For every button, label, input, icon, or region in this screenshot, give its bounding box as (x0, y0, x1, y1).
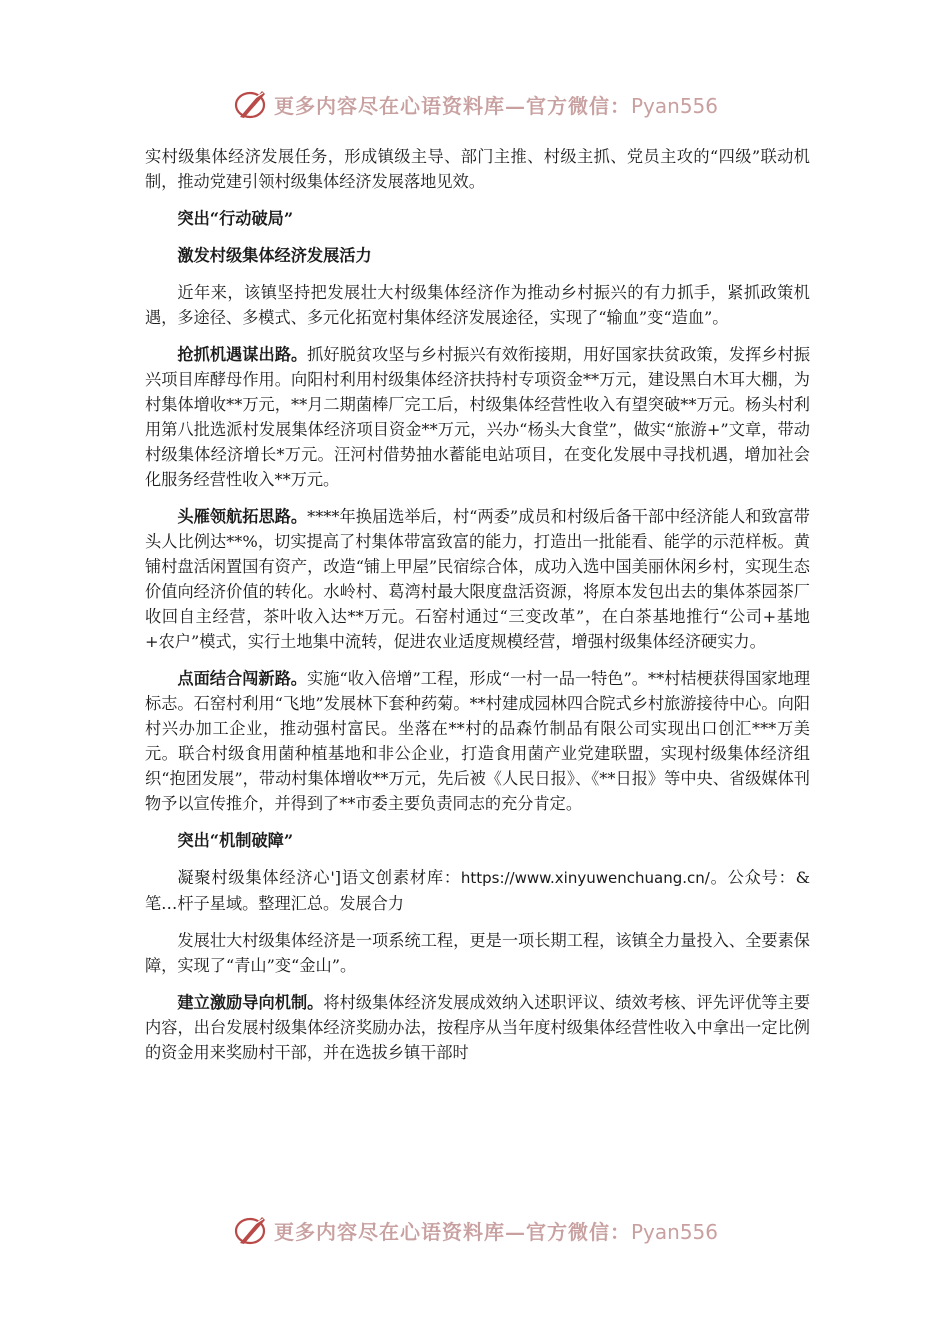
paragraph-lead: 建立激励导向机制。 (177, 993, 324, 1012)
footer-banner (0, 1210, 950, 1250)
website-link[interactable]: https://www.xinyuwenchuang.cn/ (460, 869, 710, 887)
section-subheading: 激发村级集体经济发展活力 (177, 246, 372, 265)
paragraph-lead: 头雁领航拓思路。 (177, 507, 308, 526)
paragraph: 近年来，该镇坚持把发展壮大村级集体经济作为推动乡村振兴的有力抓手，紧抓政策机遇，多途径、多模式、多元化拓宽村集体经济发展途径，实现了“输血”变“造血”。 (145, 283, 810, 327)
quill-logo-icon (232, 87, 270, 121)
document-body (145, 144, 810, 1077)
paragraph: 点面结合闯新路。实施“收入倍增”工程，形成“一村一品一特色”。**村桔梗获得国家地理标志。石窑村利用“飞地”发展林下套种药菊。**村建成园林四合院式乡村旅游接待中心。向阳村兴办加工企业，推动强村富民。坐落在**村的品森竹制品有限公司实现出口创汇***万美元。联合村级食用菌种植基地和非公企业，打造食用菌产业党建联盟，实现村级集体经济组织“抱团发展”，带动村集体增收**万元，先后被《人民日报》、《**日报》等中央、省级媒体刊物予以宣传推介，并得到了**市委主要负责同志的充分肯定。 (145, 669, 811, 813)
paragraph: 抢抓机遇谋出路。抓好脱贫攻坚与乡村振兴有效衔接期，用好国家扶贫政策，发挥乡村振兴项目库酵母作用。向阳村利用村级集体经济扶持村专项资金**万元，建设黑白木耳大棚，为村集体增收**万元，**月二期菌棒厂完工后，村级集体经营性收入有望突破**万元。杨头村利用第八批选派村发展集体经济项目资金**万元，兴办“杨头大食堂”，做实“旅游+”文章，带动村级集体经济增长*万元。汪河村借势抽水蓄能电站项目，在变化发展中寻找机遇，增加社会化服务经营性收入**万元。 (145, 345, 811, 489)
section-heading: 突出“行动破局” (177, 209, 294, 228)
footer-banner-text: 更多内容尽在心语资料库—官方微信：Pyan556 (273, 1219, 718, 1244)
paragraph: 凝聚村级集体经济心']语文创素材库：https://www.xinyuwenchuang.cn/。公众号：&笔…杆子星域。整理汇总。发展合力 (145, 868, 810, 913)
header-banner (0, 84, 950, 124)
paragraph-lead: 点面结合闯新路。 (177, 669, 308, 688)
section-heading: 突出“机制破障” (177, 831, 294, 850)
paragraph: 头雁领航拓思路。****年换届选举后，村“两委”成员和村级后备干部中经济能人和致富带头人比例达**%，切实提高了村集体带富致富的能力，打造出一批能看、能学的示范样板。黄铺村盘活闲置国有资产，改造“铺上甲屋”民宿综合体，成功入选中国美丽休闲乡村，实现生态价值向经济价值的转化。水岭村、葛湾村最大限度盘活资源，将原本发包出去的集体茶园茶厂收回自主经营，茶叶收入达**万元。石窑村通过“三变改革”，在白茶基地推行“公司+基地+农户”模式，实行土地集中流转，促进农业适度规模经营，增强村级集体经济硬实力。 (145, 507, 810, 651)
paragraph: 实村级集体经济发展任务，形成镇级主导、部门主推、村级主抓、党员主攻的“四级”联动机制，推动党建引领村级集体经济发展落地见效。 (145, 147, 810, 191)
header-banner-text: 更多内容尽在心语资料库—官方微信：Pyan556 (273, 93, 718, 118)
paragraph-lead: 抢抓机遇谋出路。 (177, 345, 308, 364)
paragraph: 发展壮大村级集体经济是一项系统工程，更是一项长期工程，该镇全力量投入、全要素保障，实现了“青山”变“金山”。 (145, 931, 810, 975)
quill-logo-icon (232, 1213, 270, 1247)
paragraph: 建立激励导向机制。将村级集体经济发展成效纳入述职评议、绩效考核、评先评优等主要内容，出台发展村级集体经济奖励办法，按程序从当年度村级集体经营性收入中拿出一定比例的资金用来奖励村干部，并在选拔乡镇干部时 (145, 993, 811, 1062)
